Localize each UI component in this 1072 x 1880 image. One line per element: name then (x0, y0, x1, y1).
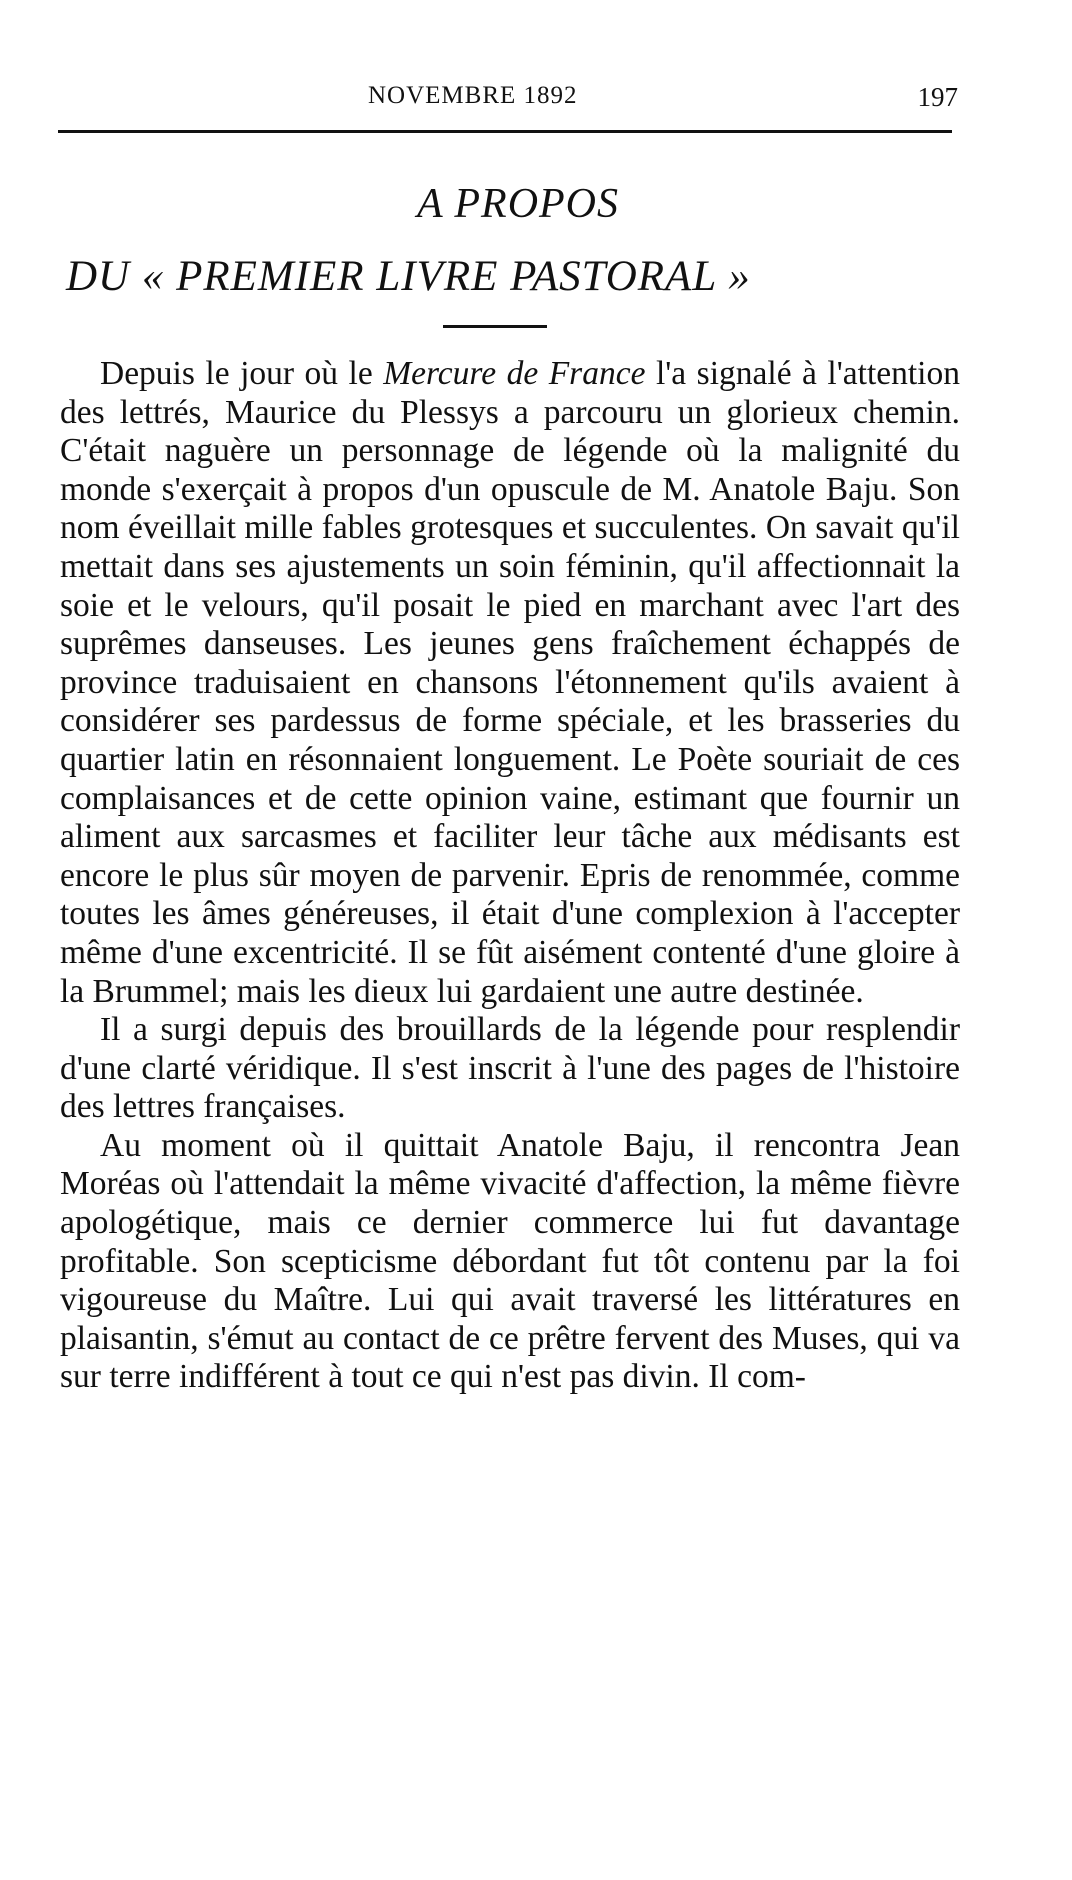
article-title-line-1: A PROPOS (416, 181, 620, 227)
paragraph-1-rest: l'a signalé à l'attention des lettrés, Maurice du Plessys a parcouru un glorieux chemin. C'était naguère un personnage de légende où la malignité du monde s'exerçait à propos d'un opuscule de M. Anatole Baju. Son nom éveillait mille fables grotesques et succulentes. On savait qu'il mettait dans ses ajustements un soin féminin, qu'il affectionnait la soie et le velours, qu'il posait le pied en marchant avec l'art des suprêmes danseuses. Les jeunes gens fraîchement échappés de province traduisaient en chansons l'étonnement qu'ils avaient à considérer ses pardessus de forme spéciale, et les brasseries du quartier latin en résonnaient longuement. Le Poète souriait de ces complaisances et de cette opinion vaine, estimant que fournir un aliment aux sarcasmes et faciliter leur tâche aux médisants est encore le plus sûr moyen de parvenir. Epris de renommée, comme toutes les âmes généreuses, il était d'une complexion à l'accepter même d'une excentricité. Il se fût aisément contenté d'une gloire à la Brummel; mais les dieux lui gardaient une autre destinée. (60, 355, 960, 1010)
paragraph-3: Au moment où il quittait Anatole Baju, il rencontra Jean Moréas où l'attendait la même vivacité d'affection, la même fièvre apologétique, mais ce dernier commerce lui fut davantage profitable. Son scepticisme débordant fut tôt contenu par la foi vigoureuse du Maître. Lui qui avait traversé les littératures en plaisantin, s'émut au contact de ce prêtre fervent des Muses, qui va sur terre indifférent à tout ce qui n'est pas divin. Il com- (60, 1126, 960, 1396)
journal-name: Mercure de France (383, 355, 646, 392)
page-number: 197 (917, 82, 958, 112)
paragraph-2: Il a surgi depuis des brouillards de la légende pour resplendir d'une clarté véridique. Il s'est inscrit à l'une des pages de l'histoire des lettres françaises. (60, 1011, 960, 1126)
paragraph-1-lead: Depuis le jour où le (100, 355, 384, 392)
running-head (58, 82, 958, 116)
article-body (60, 355, 960, 1397)
header-rule (58, 130, 952, 133)
running-head-title: NOVEMBRE 1892 (368, 82, 578, 109)
paragraph-1 (60, 355, 960, 1011)
article-title-line-2: DU « PREMIER LIVRE PASTORAL » (66, 253, 751, 300)
title-rule (443, 325, 547, 328)
